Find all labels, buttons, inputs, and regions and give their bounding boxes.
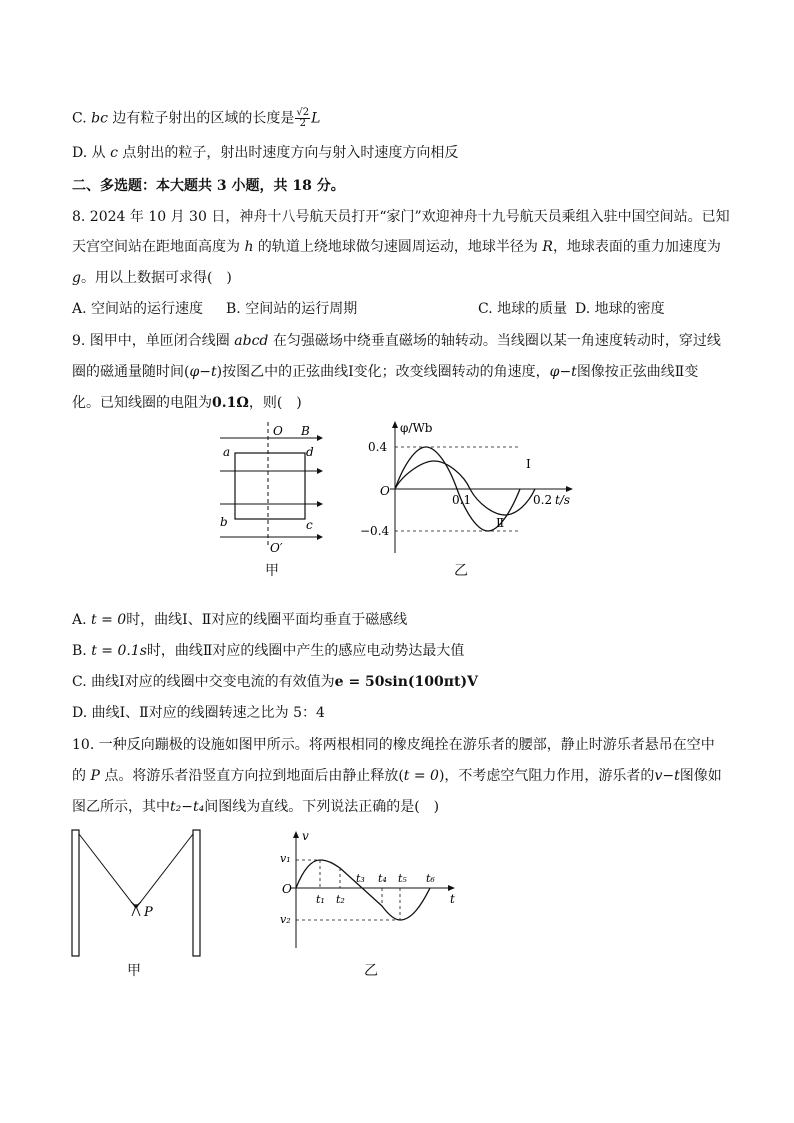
curve-1-label: Ⅰ [526, 457, 531, 471]
flux-tick-x2: 0.2 [533, 493, 553, 507]
q8-option-c: C. 地球的质量 [478, 301, 568, 317]
q9-line2: 圈的磁通量随时间(φ−t)按图乙中的正弦曲线Ⅰ变化；改变线圈转动的角速度，φ−t图像按正弦曲线Ⅱ变 [72, 364, 699, 380]
flux-axis-label: φ/Wb [400, 421, 433, 435]
tick-t6: t₆ [426, 872, 435, 885]
velocity-axis-label: v [302, 829, 309, 843]
edge-bc: bc [91, 110, 108, 127]
flux-origin: O [380, 484, 390, 498]
q8-line3: g。用以上数据可求得( ) [72, 270, 232, 286]
axis-o-prime-label: O′ [270, 541, 283, 555]
q9-option-c: C. 曲线Ⅰ对应的线圈中交变电流的有效值为e = 50sin(100πt)V [72, 674, 478, 690]
figure-caption-yi-2: 乙 [364, 963, 378, 979]
q9-line1: 9. 图甲中，单匝闭合线圈 abcd 在匀强磁场中绕垂直磁场的轴转动。当线圈以某一角速度转动时，穿过线 [72, 333, 721, 349]
q10-figure-jia [68, 826, 208, 979]
flux-tick-x1: 0.1 [452, 493, 472, 507]
b-field-label: B [301, 424, 310, 438]
q9-option-a: A. t = 0时，曲线Ⅰ、Ⅱ对应的线圈平面均垂直于磁感线 [72, 612, 408, 628]
axis-o-label: O [273, 424, 283, 438]
tick-v1: v₁ [280, 852, 291, 865]
tick-t2: t₂ [336, 893, 345, 906]
flux-tick-bottom: −0.4 [360, 524, 390, 538]
section-heading: 二、多选题：本大题共 3 小题，共 18 分。 [72, 178, 345, 194]
figure-caption-yi: 乙 [454, 563, 468, 579]
q9-option-b: B. t = 0.1s时，曲线Ⅱ对应的线圈中产生的感应电动势达最大值 [72, 643, 465, 659]
tick-t1: t₁ [316, 893, 325, 906]
curve-2-label: Ⅱ [496, 516, 505, 530]
q8-line1: 8. 2024 年 10 月 30 日，神舟十八号航天员打开“家门”欢迎神舟十九号航天员乘组入驻中国空间站。已知 [72, 209, 730, 225]
figure-caption-jia: 甲 [265, 563, 279, 579]
q10-line2: 的 P 点。将游乐者沿竖直方向拉到地面后由静止释放(t = 0)，不考虑空气阻力作用，游乐者的v−t图像如 [72, 768, 722, 784]
q10-line1: 10. 一种反向蹦极的设施如图甲所示。将两根相同的橡皮绳拴在游乐者的腰部，静止时游乐者悬吊在空中 [72, 737, 715, 753]
q9-line3: 化。已知线圈的电阻为0.1Ω，则( ) [72, 395, 302, 411]
flux-x-unit: t/s [555, 493, 571, 507]
tick-t5: t₅ [398, 872, 407, 885]
option-c-line: C. bc 边有粒子射出的区域的长度是 $\frac{√2}{2}$ L [72, 107, 321, 129]
q9-figure-yi [360, 418, 580, 583]
q8-option-d: D. 地球的密度 [575, 301, 665, 317]
q8-option-a: A. 空间站的运行速度 [72, 301, 204, 317]
corner-b: b [220, 515, 228, 529]
fraction: $\frac{√2}{2}$ [296, 107, 310, 129]
point-p-label: P [144, 905, 153, 920]
vt-origin: O [282, 882, 292, 896]
q8-option-b: B. 空间站的运行周期 [226, 301, 358, 317]
q9-option-d: D. 曲线Ⅰ、Ⅱ对应的线圈转速之比为 5：4 [72, 705, 325, 721]
q10-figure-yi [272, 828, 472, 979]
q8-line2: 天宫空间站在距地面高度为 h 的轨道上绕地球做匀速圆周运动，地球半径为 R，地球表面的重力加速度为 [72, 239, 721, 255]
corner-c: c [306, 518, 313, 532]
corner-a: a [223, 445, 231, 459]
option-d-line: D. 从 c 点射出的粒子，射出时速度方向与射入时速度方向相反 [72, 145, 459, 161]
velocity-curve [296, 860, 430, 920]
tick-t3: t₃ [356, 872, 365, 885]
flux-tick-top: 0.4 [368, 440, 388, 454]
q9-figure-jia [215, 420, 335, 580]
time-axis-label: t [450, 892, 455, 906]
q10-line3: 图乙所示，其中t₂−t₄间图线为直线。下列说法正确的是( ) [72, 799, 440, 815]
tick-v2: v₂ [280, 913, 291, 926]
tick-t4: t₄ [378, 872, 387, 885]
figure-caption-jia-2: 甲 [127, 963, 141, 979]
corner-d: d [306, 445, 314, 459]
